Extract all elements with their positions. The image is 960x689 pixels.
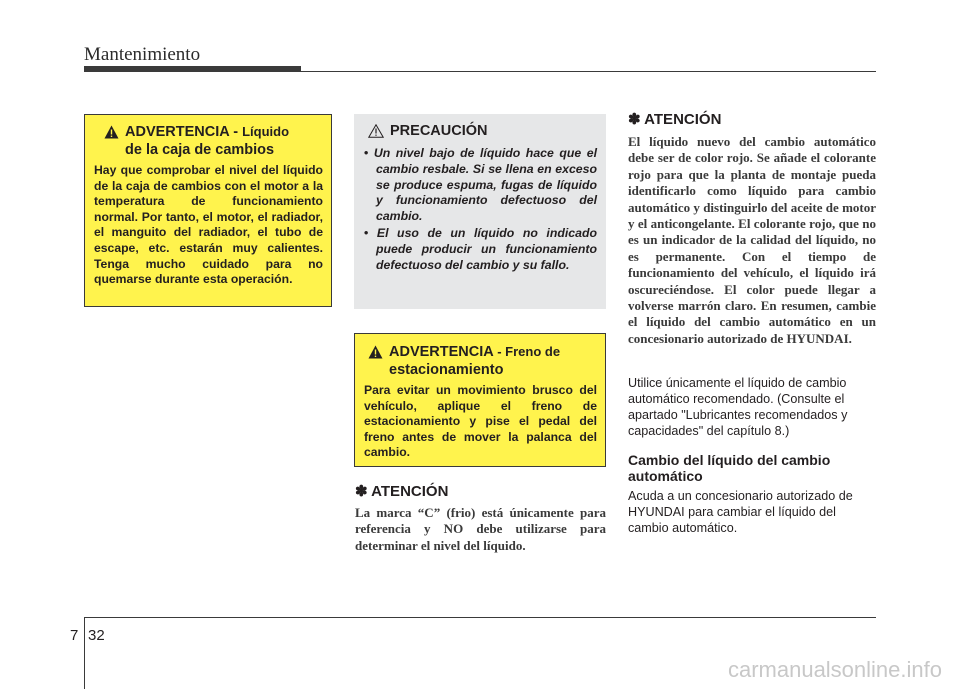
change-section-body: Acuda a un concesionario autorizado de HYUNDAI para cambiar el líquido del cambio automático. xyxy=(628,489,853,535)
warning-title-line2: estacionamiento xyxy=(389,362,504,378)
caution-item: • El uso de un líquido no indicado puede producir un funcionamiento defectuoso del cambio y su fallo. xyxy=(364,226,597,273)
warning-title-line2: de la caja de cambios xyxy=(125,142,275,158)
watermark: carmanualsonline.info xyxy=(727,657,942,682)
change-section-heading: Cambio del líquido del cambio automático xyxy=(628,452,831,484)
attention-body-right: El líquido nuevo del cambio automático debe ser de color rojo. Se añade el colorante rojo para que la planta de montaje pueda identificarlo como líquido para cambio automático y distinguirlo del aceite de motor y el anticongelante. El colorante rojo, que no es un indicador de la calidad del líquido, no es permanente. Con el tiempo de funcionamiento del vehículo, el líquido irá oscureciéndose. El color puede llegar a volverse marrón claro. En resumen, cambie el líquido del cambio automático en un concesionario autorizado de HYUNDAI. xyxy=(628,134,876,346)
footer-divider xyxy=(84,618,85,689)
chapter-number: 7 xyxy=(70,627,79,644)
warning-title: ADVERTENCIA - Freno de xyxy=(364,343,597,361)
attention-title-right: ✽ ATENCIÓN xyxy=(628,111,722,128)
warning-title: ADVERTENCIA - Líquido xyxy=(94,123,323,141)
caution-title: PRECAUCIÓN xyxy=(364,122,597,140)
caution-item: • Un nivel bajo de líquido hace que el cambio resbale. Si se llena en exceso se produce espuma, fugas de líquido y funcionamiento defectuoso del cambio. xyxy=(364,146,597,225)
warning-icon xyxy=(104,125,119,139)
warning-box-fluid xyxy=(84,114,332,307)
page-number: 32 xyxy=(88,627,105,644)
header-rule-thin xyxy=(301,71,876,72)
attention-title-mid: ✽ ATENCIÓN xyxy=(355,483,449,500)
footer-rule xyxy=(84,617,876,618)
warning-body: Para evitar un movimiento brusco del vehículo, aplique el freno de estacionamiento y pise el pedal del freno antes de mover la palanca del cambio. xyxy=(364,383,597,460)
attention-body-mid: La marca “C” (frio) está únicamente para referencia y NO debe utilizarse para determinar el nivel del líquido. xyxy=(355,505,606,553)
caution-icon xyxy=(368,124,384,138)
caution-list xyxy=(364,146,597,273)
warning-box-brake xyxy=(354,333,606,467)
fluid-note: Utilice únicamente el líquido de cambio automático recomendado. (Consulte el apartado "Lubricantes recomendados y capacidades" del capítulo 8.) xyxy=(628,376,848,438)
header-rule-thick xyxy=(84,66,301,72)
warning-icon xyxy=(368,345,383,359)
page-header-title: Mantenimiento xyxy=(84,44,201,65)
warning-body: Hay que comprobar el nivel del líquido de la caja de cambios con el motor a la temperatura de funcionamiento normal. Por tanto, el motor, el radiador, el manguito del radiador, el tubo de escape, etc. estarán muy calientes. Tenga mucho cuidado para no quemarse durante esta operación. xyxy=(94,163,323,287)
caution-box xyxy=(354,114,606,309)
